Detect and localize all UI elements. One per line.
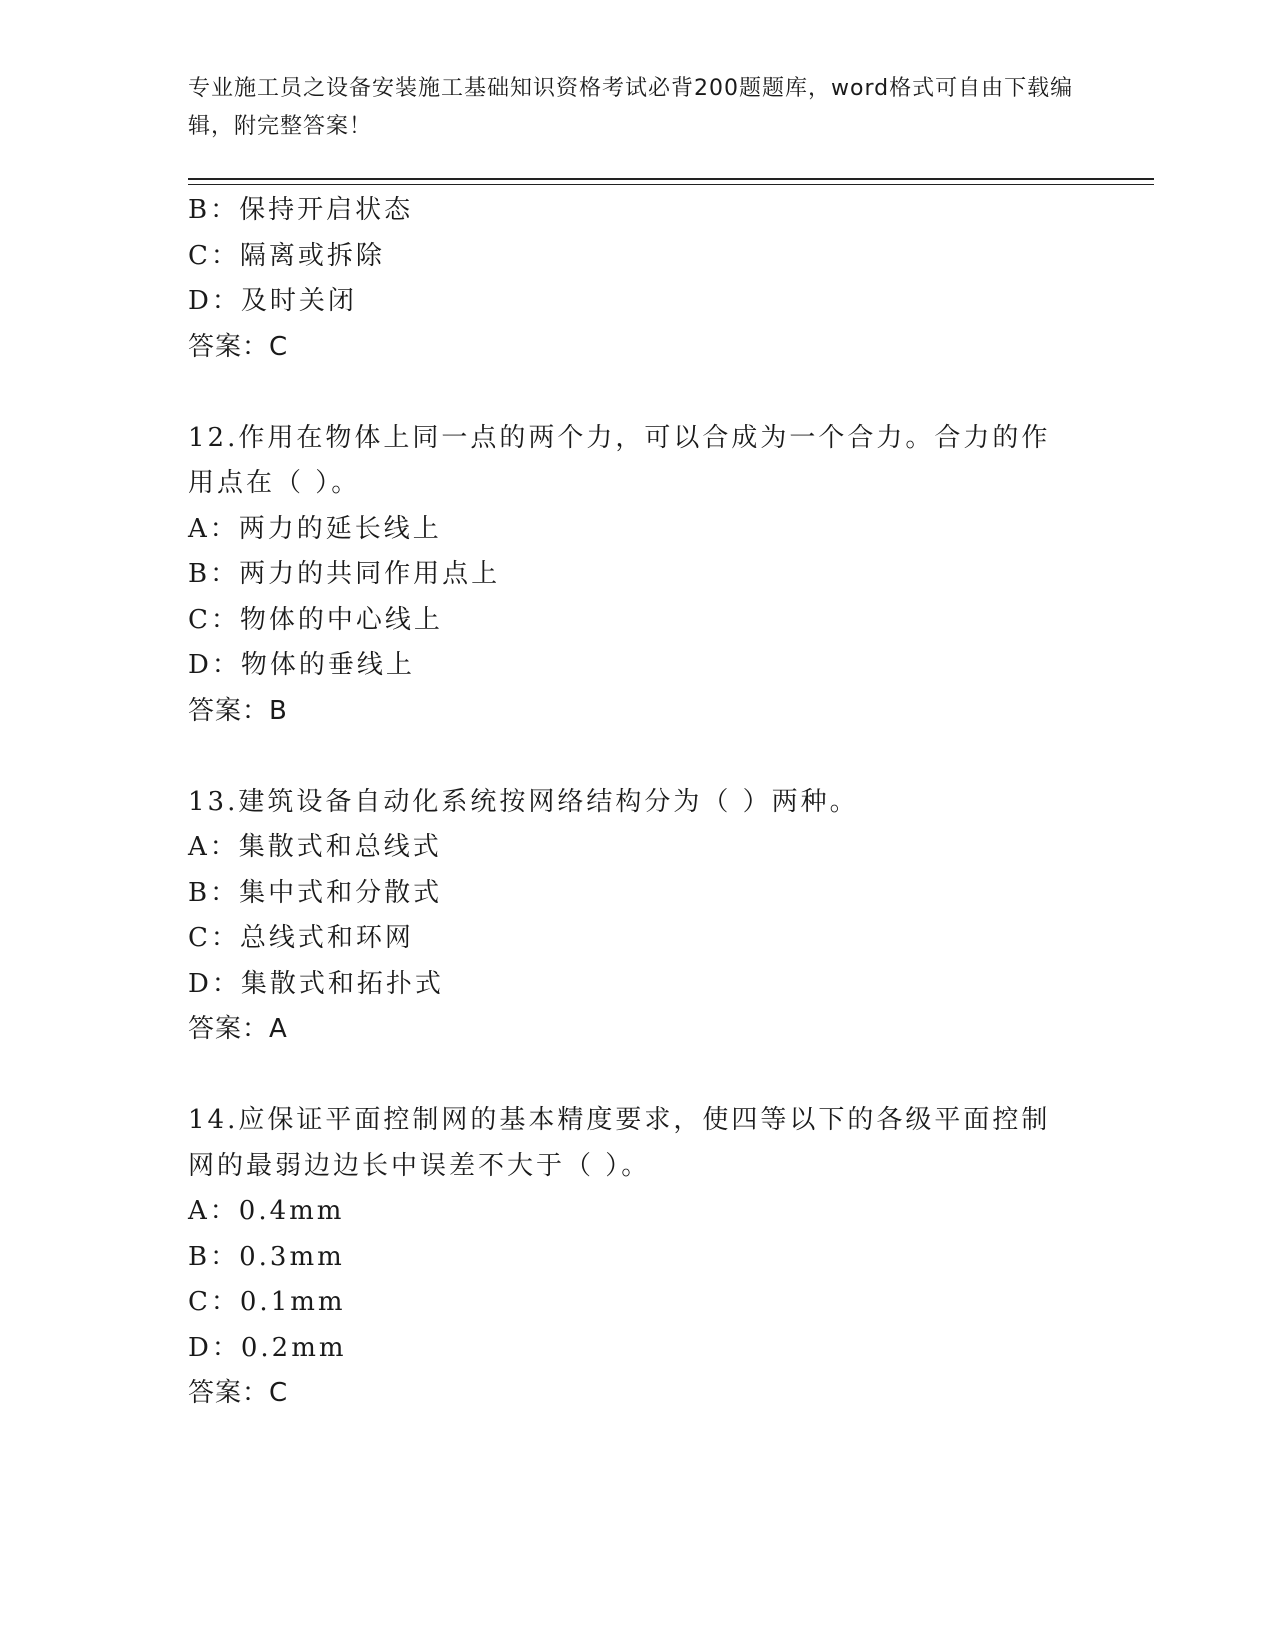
option-b: B：两力的共同作用点上	[188, 559, 501, 589]
option-d: D：及时关闭	[188, 286, 357, 316]
option-d: D：0.2mm	[188, 1332, 347, 1363]
question-list	[188, 188, 1154, 1417]
question-12	[188, 416, 1154, 735]
answer-line: 答案：C	[188, 1378, 289, 1408]
question-text: 13.建筑设备自动化系统按网络结构分为（ ）两种。	[188, 786, 859, 817]
option-c: C：总线式和环网	[188, 923, 414, 953]
question-text: 12.作用在物体上同一点的两个力，可以合成为一个合力。合力的作用点在（ ）。	[188, 422, 1051, 498]
option-b: B：0.3mm	[188, 1241, 345, 1272]
question-spacer	[188, 734, 1154, 780]
question-text: 14.应保证平面控制网的基本精度要求，使四等以下的各级平面控制网的最弱边边长中误差不大于（ ）。	[188, 1105, 1051, 1181]
question-spacer	[188, 1053, 1154, 1099]
answer-line: 答案：C	[188, 331, 289, 362]
option-b: B：保持开启状态	[188, 195, 414, 225]
question-13	[188, 780, 1154, 1053]
answer-line: 答案：A	[188, 1014, 288, 1044]
question-14	[188, 1098, 1154, 1417]
option-b: B：集中式和分散式	[188, 877, 443, 908]
question-11-continuation	[188, 188, 1154, 370]
header-divider-thin	[188, 184, 1154, 185]
answer-line: 答案：B	[188, 695, 288, 726]
question-spacer	[188, 370, 1154, 416]
header-divider-thick	[188, 178, 1154, 180]
option-c: C：隔离或拆除	[188, 240, 385, 271]
option-a: A：0.4mm	[188, 1196, 345, 1226]
option-c: C：0.1mm	[188, 1287, 346, 1317]
option-d: D：物体的垂线上	[188, 650, 415, 680]
option-a: A：两力的延长线上	[188, 513, 442, 544]
option-c: C：物体的中心线上	[188, 604, 443, 635]
option-d: D：集散式和拓扑式	[188, 968, 444, 999]
option-a: A：集散式和总线式	[188, 832, 442, 862]
document-header-title: 专业施工员之设备安装施工基础知识资格考试必背200题题库，word格式可自由下载编辑，附完整答案！	[188, 76, 1074, 139]
